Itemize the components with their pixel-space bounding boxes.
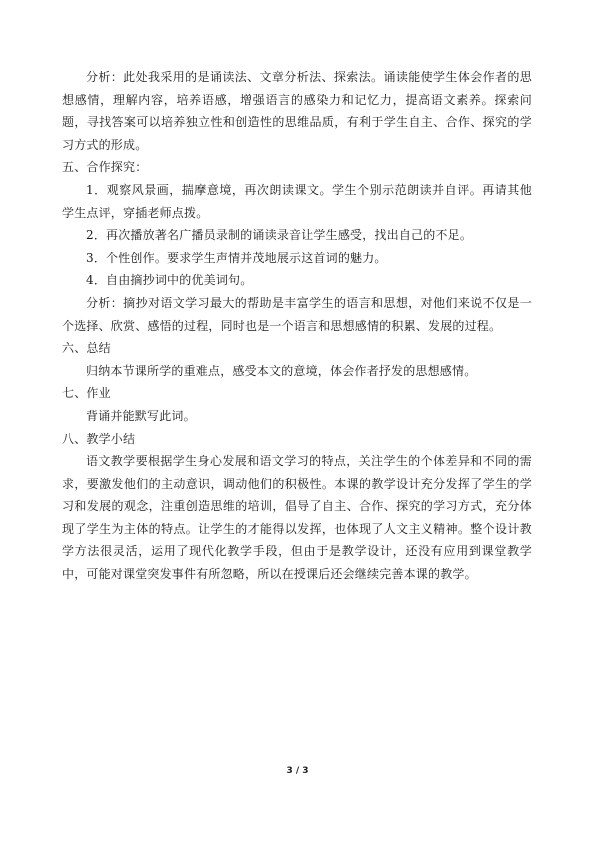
section-6-heading: 六、总结 — [62, 341, 111, 356]
page-number: 3 / 3 — [286, 766, 309, 776]
section-6-text: 归纳本节课所学的重难点，感受本文的意境，体会作者抒发的思想感情。 — [86, 363, 477, 378]
section-5-item-1: 1．观察风景画，揣摩意境，再次朗读课文。学生个别示范朗读并自评。再请其他学生点评，穿插老师点拨。 — [62, 182, 532, 220]
section-8-text: 语文教学要根据学生身心发展和语文学习的特点，关注学生的个体差异和不同的需求，要激发他们的主动意识，调动他们的积极性。本课的教学设计充分发挥了学生的学习和发展的观念，注重创造思维的培训，倡导了自主、合作、探究的学习方式，充分体现了学生为主体的特点。让学生的才能得以发挥，也体现了人文主义精神。整个设计教学方法很灵活，运用了现代化教学手段，但由于是教学设计，还没有应用到课堂教学中，可能对课堂突发事件有所忽略，所以在授课后还会继续完善本课的教学。 — [62, 454, 532, 582]
analysis-paragraph-2: 分析：摘抄对语文学习最大的帮助是丰富学生的语言和思想，对他们来说不仅是一个选择、欣赏、感悟的过程，同时也是一个语言和思想感情的积累、发展的过程。 — [62, 295, 532, 333]
section-8-heading: 八、教学小结 — [62, 431, 136, 446]
section-5-heading: 五、合作探究： — [62, 160, 148, 175]
section-5-item-4: 4．自由摘抄词中的优美词句。 — [86, 273, 253, 288]
analysis-paragraph-1: 分析：此处我采用的是诵读法、文章分析法、探索法。诵读能使学生体会作者的思想感情，理解内容，培养语感，增强语言的感染力和记忆力，提高语文素养。探索问题，寻找答案可以培养独立性和创造性的思维品质，有利于学生自主、合作、探究的学习方式的形成。 — [62, 70, 532, 152]
section-5-item-3: 3．个性创作。要求学生声情并茂地展示这首词的魅力。 — [86, 250, 387, 265]
document-body — [62, 66, 532, 586]
section-5-item-2: 2．再次播放著名广播员录制的诵读录音让学生感受，找出自己的不足。 — [86, 228, 473, 243]
section-7-heading: 七、作业 — [62, 386, 111, 401]
section-7-text: 背诵并能默写此词。 — [86, 408, 196, 423]
